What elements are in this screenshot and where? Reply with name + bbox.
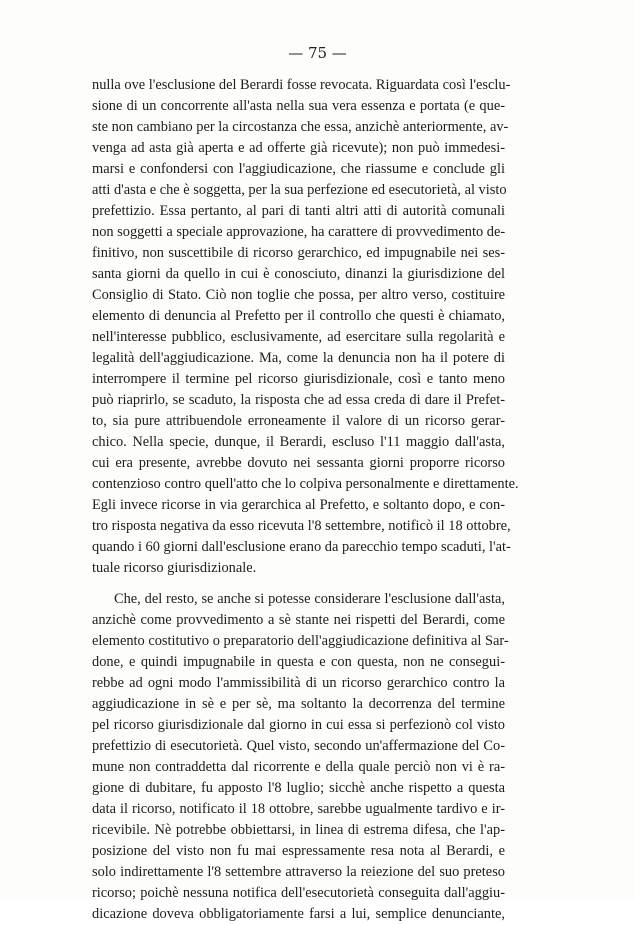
text-line: anzichè come provvedimento a sè stante nei rispetti del Berardi, come [92, 612, 505, 628]
page-number: — 75 — [288, 44, 347, 62]
text-line: atti d'asta e che è soggetta, per la sua perfezione ed esecutorietà, al visto [92, 182, 507, 198]
text-line: quando i 60 giorni dall'esclusione erano da parecchio tempo scaduti, l'at- [92, 539, 511, 555]
text-line: legalità dell'aggiudicazione. Ma, come la denuncia non ha il potere di [92, 350, 505, 366]
text-line: finitivo, non suscettibile di ricorso gerarchico, ed impugnabile nei ses- [92, 245, 505, 261]
paragraph-2 [92, 589, 509, 925]
text-line: posizione del visto non fu mai espressamente resa nota al Berardi, e [92, 843, 505, 859]
text-line: Consiglio di Stato. Ciò non toglie che possa, per altro verso, costituire [92, 287, 505, 303]
text-line: prefettizio. Essa pertanto, al pari di tanti altri atti di autorità comunali [92, 203, 505, 219]
text-line: venga ad asta già aperta e ad offerte già ricevute); non può immedesi- [92, 140, 505, 156]
text-line: to, sia pure attribuendole erroneamente il valore di un ricorso gerar- [92, 413, 505, 429]
text-line: Egli invece ricorse in via gerarchica al Prefetto, e soltanto dopo, e con- [92, 497, 505, 513]
text-line: nulla ove l'esclusione del Berardi fosse revocata. Riguardata così l'esclu- [92, 77, 511, 93]
paragraph-1 [92, 75, 519, 579]
text-line: cui era presente, avrebbe dovuto nei sessanta giorni proporre ricorso [92, 455, 505, 471]
text-line: ste non cambiano per la circostanza che essa, anzichè anteriormente, av- [92, 119, 509, 135]
body-text [92, 75, 519, 925]
paragraph-gap [92, 579, 505, 589]
text-line: elemento di denuncia al Prefetto per il controllo che questi è chiamato, [92, 308, 505, 324]
text-line: data il ricorso, notificato il 18 ottobre, sarebbe ugualmente tardivo e ir- [92, 801, 505, 817]
text-line: nell'interesse pubblico, esclusivamente, ad esercitare sulla regolarità e [92, 329, 505, 345]
text-line: marsi e confondersi con l'aggiudicazione, che riassume e conclude gli [92, 161, 505, 177]
text-line: interrompere il termine pel ricorso giurisdizionale, così e tanto meno [92, 371, 505, 387]
text-line: dicazione doveva obbligatoriamente farsi a lui, semplice denunciante, [92, 906, 505, 922]
text-line: Che, del resto, se anche si potesse considerare l'esclusione dall'asta, [114, 591, 505, 607]
text-line: non soggetti a speciale approvazione, ha carattere di provvedimento de- [92, 224, 506, 240]
text-line: aggiudicazione in sè e per sè, ma soltanto la decorrenza del termine [92, 696, 505, 712]
text-line: ricevibile. Nè potrebbe obbiettarsi, in linea di estrema difesa, che l'ap- [92, 822, 505, 838]
text-line: solo indirettamente l'8 settembre attraverso la reiezione del suo preteso [92, 864, 505, 880]
text-line: contenzioso contro quell'atto che lo colpiva personalmente e direttamente. [92, 476, 519, 492]
text-line: pel ricorso giurisdizionale dal giorno in cui essa si perfezionò col visto [92, 717, 505, 733]
text-line: prefettizio di esecutorietà. Quel visto, secondo un'affermazione del Co- [92, 738, 505, 754]
text-line: può riaprirlo, se scaduto, la risposta che ad essa creda di dare il Prefet- [92, 392, 505, 408]
text-line: gione di dubitare, fu apposto l'8 luglio; sicchè anche rispetto a questa [92, 780, 505, 796]
text-line: elemento costitutivo o preparatorio dell'aggiudicazione definitiva al Sar- [92, 633, 509, 649]
text-line: done, e quindi impugnabile in questa e con questa, non ne consegui- [92, 654, 505, 670]
text-line: rebbe ad ogni modo l'ammissibilità di un ricorso gerarchico contro la [92, 675, 505, 691]
text-line: tuale ricorso giurisdizionale. [92, 560, 257, 576]
text-line: chico. Nella specie, dunque, il Berardi, escluso l'11 maggio dall'asta, [92, 434, 505, 450]
text-line: santa giorni da quello in cui è conosciuto, dinanzi la giurisdizione del [92, 266, 505, 282]
text-line: ricorso; poichè nessuna notifica dell'esecutorietà conseguita dall'aggiu- [92, 885, 505, 901]
text-line: sione di un concorrente all'asta nella sua vera essenza e portata (e que- [92, 98, 505, 114]
text-line: tro risposta negativa da esso ricevuta l'8 settembre, notificò il 18 ottobre, [92, 518, 511, 534]
text-line: mune non contraddetta dal ricorrente e della quale perciò non vi è ra- [92, 759, 505, 775]
